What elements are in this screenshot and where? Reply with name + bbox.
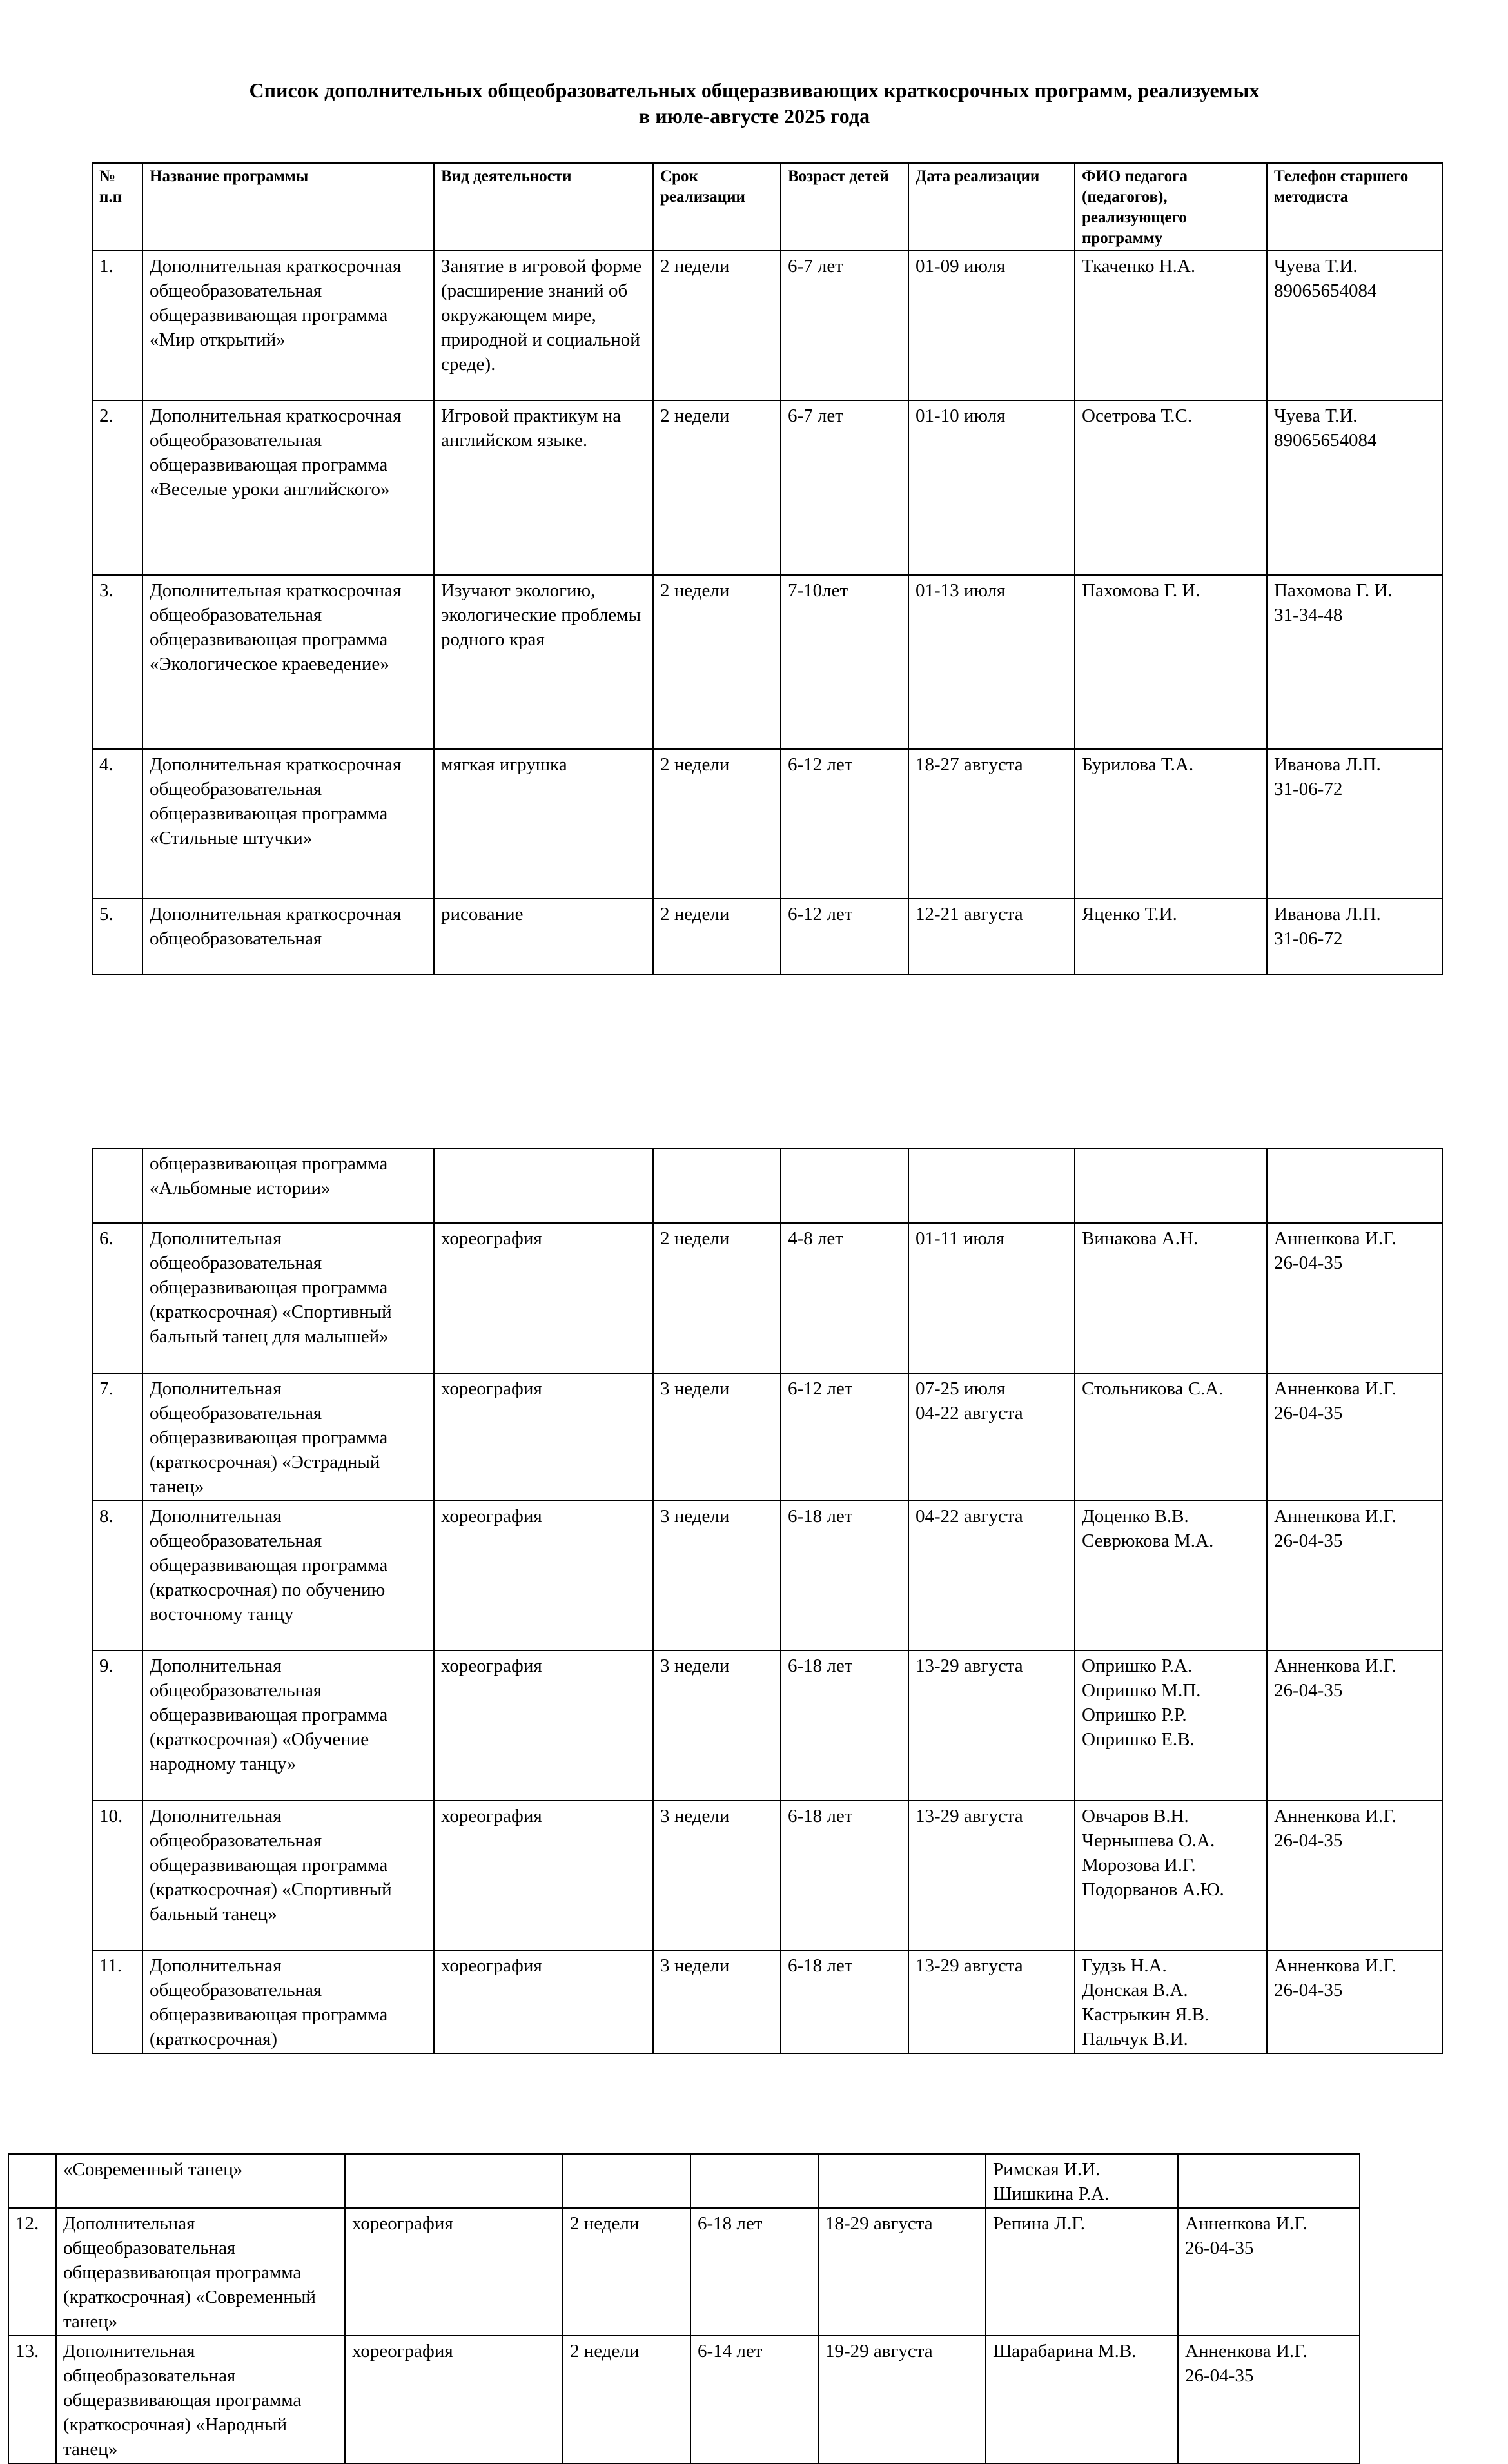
cell-num: 13. — [8, 2336, 56, 2463]
cell-activity: Занятие в игровой форме (расширение знаний об окружающем мире, природной и социальной среде). — [434, 251, 653, 400]
cell-term: 2 недели — [563, 2336, 690, 2463]
cell-num: 11. — [92, 1950, 142, 2053]
header-teacher: ФИО педагога (педагогов), реализующего программу — [1075, 163, 1267, 251]
cell-activity: Игровой практикум на английском языке. — [434, 400, 653, 575]
cell-date: 13-29 августа — [908, 1801, 1075, 1950]
cell-age: 4-8 лет — [781, 1223, 908, 1373]
cell-activity: хореография — [434, 1501, 653, 1650]
cell-age: 6-18 лет — [781, 1801, 908, 1950]
table-row — [92, 1801, 1442, 1950]
cell-num: 3. — [92, 575, 142, 749]
cell-age: 6-7 лет — [781, 400, 908, 575]
cell-teacher: Осетрова Т.С. — [1075, 400, 1267, 575]
cell-date: 13-29 августа — [908, 1950, 1075, 2053]
document-title — [90, 77, 1418, 129]
cell-term: 2 недели — [653, 1223, 781, 1373]
cell-phone: Пахомова Г. И. 31-34-48 — [1267, 575, 1442, 749]
cell-activity: хореография — [345, 2336, 563, 2463]
header-date: Дата реализации — [908, 163, 1075, 251]
cell-activity: мягкая игрушка — [434, 749, 653, 899]
cell-date: 07-25 июля 04-22 августа — [908, 1373, 1075, 1501]
cell-teacher: Римская И.И. Шишкина Р.А. — [986, 2154, 1178, 2208]
cell-num: 5. — [92, 899, 142, 975]
cell-phone: Анненкова И.Г. 26-04-35 — [1267, 1650, 1442, 1801]
cell-date — [908, 1148, 1075, 1223]
cell-name: Дополнительная краткосрочная общеобразовательная — [142, 899, 434, 975]
cell-age: 6-18 лет — [781, 1650, 908, 1801]
table-row — [8, 2336, 1360, 2463]
cell-num: 9. — [92, 1650, 142, 1801]
cell-term: 3 недели — [653, 1650, 781, 1801]
header-name: Название программы — [142, 163, 434, 251]
cell-teacher: Яценко Т.И. — [1075, 899, 1267, 975]
table-row — [92, 749, 1442, 899]
cell-phone: Иванова Л.П. 31-06-72 — [1267, 899, 1442, 975]
cell-phone: Анненкова И.Г. 26-04-35 — [1267, 1501, 1442, 1650]
cell-phone: Чуева Т.И. 89065654084 — [1267, 251, 1442, 400]
cell-teacher — [1075, 1148, 1267, 1223]
title-line-2: в июле-августе 2025 года — [638, 104, 870, 128]
cell-name: Дополнительная краткосрочная общеобразовательная общеразвивающая программа «Стильные штучки» — [142, 749, 434, 899]
cell-term: 2 недели — [563, 2208, 690, 2336]
header-age: Возраст детей — [781, 163, 908, 251]
table-row — [92, 575, 1442, 749]
cell-term: 2 недели — [653, 251, 781, 400]
table-row — [92, 1650, 1442, 1801]
programs-table-page-2 — [92, 1148, 1443, 2054]
cell-num: 7. — [92, 1373, 142, 1501]
cell-name: Дополнительная общеобразовательная общеразвивающая программа (краткосрочная) «Народный танец» — [56, 2336, 345, 2463]
cell-age: 6-18 лет — [690, 2208, 818, 2336]
cell-teacher: Стольникова С.А. — [1075, 1373, 1267, 1501]
cell-teacher: Доценко В.В. Севрюкова М.А. — [1075, 1501, 1267, 1650]
cell-activity — [345, 2154, 563, 2208]
table-header-row — [92, 163, 1442, 251]
cell-teacher: Овчаров В.Н. Чернышева О.А. Морозова И.Г. Подорванов А.Ю. — [1075, 1801, 1267, 1950]
table-row — [92, 1373, 1442, 1501]
cell-activity: Изучают экологию, экологические проблемы родного края — [434, 575, 653, 749]
cell-phone: Иванова Л.П. 31-06-72 — [1267, 749, 1442, 899]
cell-teacher: Винакова А.Н. — [1075, 1223, 1267, 1373]
cell-num — [8, 2154, 56, 2208]
cell-activity: хореография — [434, 1650, 653, 1801]
cell-age: 6-12 лет — [781, 899, 908, 975]
cell-date: 01-09 июля — [908, 251, 1075, 400]
cell-activity — [434, 1148, 653, 1223]
cell-num: 12. — [8, 2208, 56, 2336]
cell-phone: Анненкова И.Г. 26-04-35 — [1178, 2336, 1360, 2463]
cell-date: 12-21 августа — [908, 899, 1075, 975]
table-row — [92, 899, 1442, 975]
cell-teacher: Репина Л.Г. — [986, 2208, 1178, 2336]
cell-name: Дополнительная общеобразовательная общеразвивающая программа (краткосрочная) «Обучение народному танцу» — [142, 1650, 434, 1801]
cell-date — [818, 2154, 986, 2208]
cell-date: 01-10 июля — [908, 400, 1075, 575]
cell-num: 1. — [92, 251, 142, 400]
cell-num: 6. — [92, 1223, 142, 1373]
cell-activity: хореография — [434, 1950, 653, 2053]
cell-phone — [1267, 1148, 1442, 1223]
cell-teacher: Бурилова Т.А. — [1075, 749, 1267, 899]
table-row — [92, 251, 1442, 400]
cell-term — [653, 1148, 781, 1223]
cell-num: 10. — [92, 1801, 142, 1950]
header-num: № п.п — [92, 163, 142, 251]
cell-phone: Анненкова И.Г. 26-04-35 — [1267, 1223, 1442, 1373]
cell-name: Дополнительная общеобразовательная общеразвивающая программа (краткосрочная) «Спортивный бальный танец для малышей» — [142, 1223, 434, 1373]
cell-date: 18-27 августа — [908, 749, 1075, 899]
cell-num — [92, 1148, 142, 1223]
cell-term: 3 недели — [653, 1501, 781, 1650]
cell-teacher: Шарабарина М.В. — [986, 2336, 1178, 2463]
cell-term: 3 недели — [653, 1950, 781, 2053]
table-row-continuation — [92, 1148, 1442, 1223]
cell-name: Дополнительная общеобразовательная общеразвивающая программа (краткосрочная) «Современный танец» — [56, 2208, 345, 2336]
table-row — [92, 1223, 1442, 1373]
cell-date: 19-29 августа — [818, 2336, 986, 2463]
cell-age: 7-10лет — [781, 575, 908, 749]
cell-name: общеразвивающая программа «Альбомные истории» — [142, 1148, 434, 1223]
cell-term — [563, 2154, 690, 2208]
cell-name: Дополнительная краткосрочная общеобразовательная общеразвивающая программа «Веселые уроки английского» — [142, 400, 434, 575]
table-row — [92, 400, 1442, 575]
cell-date: 04-22 августа — [908, 1501, 1075, 1650]
cell-num: 2. — [92, 400, 142, 575]
title-line-1: Список дополнительных общеобразовательных общеразвивающих краткосрочных программ, реализуемых — [249, 79, 1260, 102]
cell-teacher: Гудзь Н.А. Донская В.А. Кастрыкин Я.В. Пальчук В.И. — [1075, 1950, 1267, 2053]
cell-name: Дополнительная общеобразовательная общеразвивающая программа (краткосрочная) — [142, 1950, 434, 2053]
cell-age: 6-12 лет — [781, 1373, 908, 1501]
table-row — [92, 1950, 1442, 2053]
cell-phone: Чуева Т.И. 89065654084 — [1267, 400, 1442, 575]
cell-term: 2 недели — [653, 899, 781, 975]
programs-table-page-3 — [8, 2153, 1360, 2464]
cell-age: 6-18 лет — [781, 1501, 908, 1650]
table-row — [92, 1501, 1442, 1650]
cell-phone: Анненкова И.Г. 26-04-35 — [1178, 2208, 1360, 2336]
programs-table-page-1 — [92, 162, 1443, 975]
cell-phone: Анненкова И.Г. 26-04-35 — [1267, 1950, 1442, 2053]
cell-date: 01-11 июля — [908, 1223, 1075, 1373]
cell-phone: Анненкова И.Г. 26-04-35 — [1267, 1373, 1442, 1501]
cell-name: Дополнительная общеобразовательная общеразвивающая программа (краткосрочная) «Спортивный бальный танец» — [142, 1801, 434, 1950]
header-phone: Телефон старшего методиста — [1267, 163, 1442, 251]
cell-num: 8. — [92, 1501, 142, 1650]
cell-name: Дополнительная краткосрочная общеобразовательная общеразвивающая программа «Экологическое краеведение» — [142, 575, 434, 749]
cell-teacher: Ткаченко Н.А. — [1075, 251, 1267, 400]
cell-teacher: Пахомова Г. И. — [1075, 575, 1267, 749]
cell-name: Дополнительная общеобразовательная общеразвивающая программа (краткосрочная) «Эстрадный танец» — [142, 1373, 434, 1501]
header-activity: Вид деятельности — [434, 163, 653, 251]
cell-date: 13-29 августа — [908, 1650, 1075, 1801]
table-row-continuation — [8, 2154, 1360, 2208]
cell-age: 6-18 лет — [781, 1950, 908, 2053]
cell-activity: хореография — [434, 1223, 653, 1373]
cell-activity: хореография — [345, 2208, 563, 2336]
cell-name: Дополнительная краткосрочная общеобразовательная общеразвивающая программа «Мир открытий» — [142, 251, 434, 400]
cell-name: Дополнительная общеобразовательная общеразвивающая программа (краткосрочная) по обучению восточному танцу — [142, 1501, 434, 1650]
cell-phone — [1178, 2154, 1360, 2208]
cell-term: 2 недели — [653, 400, 781, 575]
cell-date: 01-13 июля — [908, 575, 1075, 749]
cell-name: «Современный танец» — [56, 2154, 345, 2208]
cell-age — [781, 1148, 908, 1223]
cell-age: 6-7 лет — [781, 251, 908, 400]
cell-activity: хореография — [434, 1801, 653, 1950]
cell-term: 3 недели — [653, 1801, 781, 1950]
header-term: Срок реализации — [653, 163, 781, 251]
cell-date: 18-29 августа — [818, 2208, 986, 2336]
cell-term: 2 недели — [653, 575, 781, 749]
cell-phone: Анненкова И.Г. 26-04-35 — [1267, 1801, 1442, 1950]
cell-term: 3 недели — [653, 1373, 781, 1501]
cell-term: 2 недели — [653, 749, 781, 899]
table-row — [8, 2208, 1360, 2336]
cell-age: 6-14 лет — [690, 2336, 818, 2463]
cell-activity: хореография — [434, 1373, 653, 1501]
cell-num: 4. — [92, 749, 142, 899]
cell-age — [690, 2154, 818, 2208]
cell-age: 6-12 лет — [781, 749, 908, 899]
cell-teacher: Опришко Р.А. Опришко М.П. Опришко Р.Р. Опришко Е.В. — [1075, 1650, 1267, 1801]
cell-activity: рисование — [434, 899, 653, 975]
